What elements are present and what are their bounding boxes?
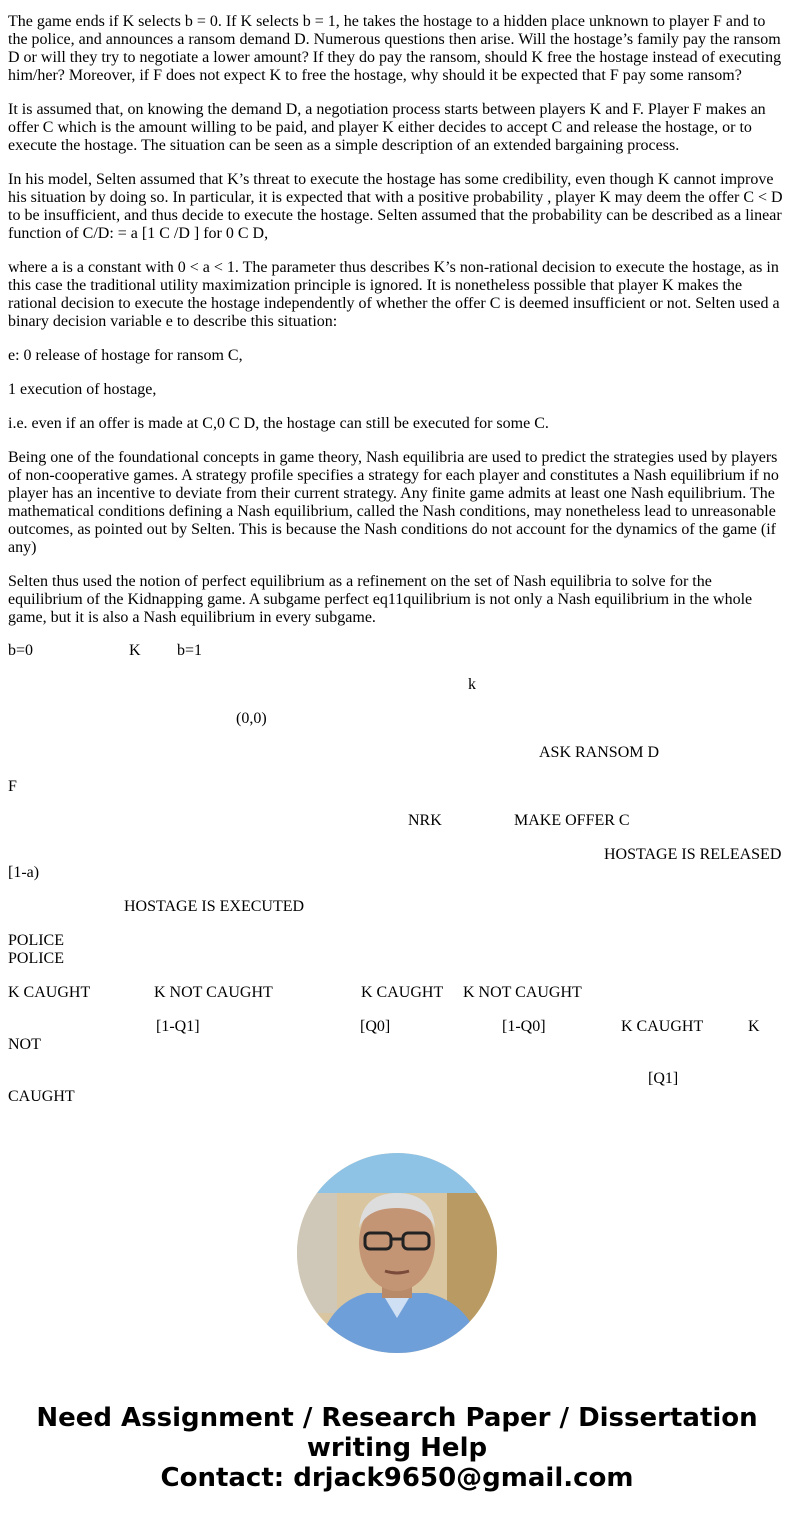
- paragraph: Selten thus used the notion of perfect equilibrium as a refinement on the set of Nash equilibria to solve for the equilibrium of the Kidnapping game. A subgame perfect eq11quilibrium is not only a Nash equilibrium in the whole game, but it is also a Nash equilibrium in every subgame.: [8, 573, 753, 626]
- tree-label: K CAUGHT: [361, 984, 444, 1001]
- tree-label: ASK RANSOM D: [539, 744, 660, 761]
- tree-label: k: [468, 676, 476, 693]
- contact-banner: [0, 1403, 794, 1493]
- tree-label: HOSTAGE IS RELEASED: [604, 846, 782, 863]
- tree-label: CAUGHT: [8, 1088, 75, 1105]
- tree-label: [Q1]: [648, 1070, 679, 1087]
- banner-line: Need Assignment / Research Paper / Dissertation: [36, 1403, 758, 1433]
- tree-label: POLICE: [8, 950, 64, 967]
- paragraph: The game ends if K selects b = 0. If K selects b = 1, he takes the hostage to a hidden place unknown to player F and to the police, and announces a ransom demand D. Numerous questions then arise. Will the hostage’s family pay the ransom D or will they try to negotiate a lower amount? If they do pay the ransom, should K free the hostage instead of executing him/her? Moreover, if F does not expect K to free the hostage, why should it be expected that F pay some ransom?: [8, 13, 782, 84]
- tree-label: [1-a): [8, 864, 40, 881]
- paragraph: i.e. even if an offer is made at C,0 C D, the hostage can still be executed for some C.: [8, 415, 549, 432]
- paragraph: where a is a constant with 0 < a < 1. The parameter thus describes K’s non-rational decision to execute the hostage, as in this case the traditional utility maximization principle is ignored. It is nonetheless possible that player K makes the rational decision to execute the hostage independently of whether the offer C is deemed insufficient or not. Selten used a binary decision variable e to describe this situation:: [8, 259, 780, 330]
- tree-label: K: [129, 642, 141, 659]
- paragraph: 1 execution of hostage,: [8, 381, 157, 398]
- tree-label: b=1: [177, 642, 203, 659]
- author-photo: [297, 1153, 497, 1353]
- paragraph: It is assumed that, on knowing the demand D, a negotiation process starts between players K and F. Player F makes an offer C which is the amount willing to be paid, and player K either decides to accept C and release the hostage, or to execute the hostage. The situation can be seen as a simple description of an extended bargaining process.: [8, 101, 766, 154]
- tree-label: NRK: [408, 812, 442, 829]
- paragraph: e: 0 release of hostage for ransom C,: [8, 347, 243, 364]
- tree-label: K NOT CAUGHT: [463, 984, 582, 1001]
- paragraph: In his model, Selten assumed that K’s threat to execute the hostage has some credibility, even though K cannot improve his situation by doing so. In particular, it is expected that with a positive probability , player K may deem the offer C < D to be insufficient, and thus decide to execute the hostage. Selten assumed that the probability can be described as a linear function of C/D: = a [1 C /D ] for 0 C D,: [8, 171, 783, 242]
- paragraph: Being one of the foundational concepts in game theory, Nash equilibria are used to predict the strategies used by players of non-cooperative games. A strategy profile specifies a strategy for each player and constitutes a Nash equilibrium if no player has an incentive to deviate from their current strategy. Any finite game admits at least one Nash equilibrium. The mathematical conditions defining a Nash equilibrium, called the Nash conditions, may nonetheless lead to unreasonable outcomes, as pointed out by Selten. This is because the Nash conditions do not account for the dynamics of the game (if any): [8, 449, 779, 556]
- tree-label: NOT: [8, 1036, 41, 1053]
- tree-label: HOSTAGE IS EXECUTED: [124, 898, 305, 915]
- tree-label: b=0: [8, 642, 34, 659]
- tree-label: [1-Q1]: [156, 1018, 200, 1035]
- tree-label: K CAUGHT: [8, 984, 91, 1001]
- tree-label: K: [748, 1018, 760, 1035]
- tree-label: K NOT CAUGHT: [154, 984, 273, 1001]
- tree-label: [Q0]: [360, 1018, 391, 1035]
- tree-label: [1-Q0]: [502, 1018, 546, 1035]
- article-body: [8, 13, 786, 643]
- tree-label: F: [8, 778, 17, 795]
- tree-label: MAKE OFFER C: [514, 812, 630, 829]
- tree-label: (0,0): [236, 710, 267, 727]
- banner-line: writing Help: [306, 1433, 488, 1463]
- tree-label: POLICE: [8, 932, 64, 949]
- tree-label: K CAUGHT: [621, 1018, 704, 1035]
- contact-email: Contact: drjack9650@gmail.com: [160, 1463, 634, 1493]
